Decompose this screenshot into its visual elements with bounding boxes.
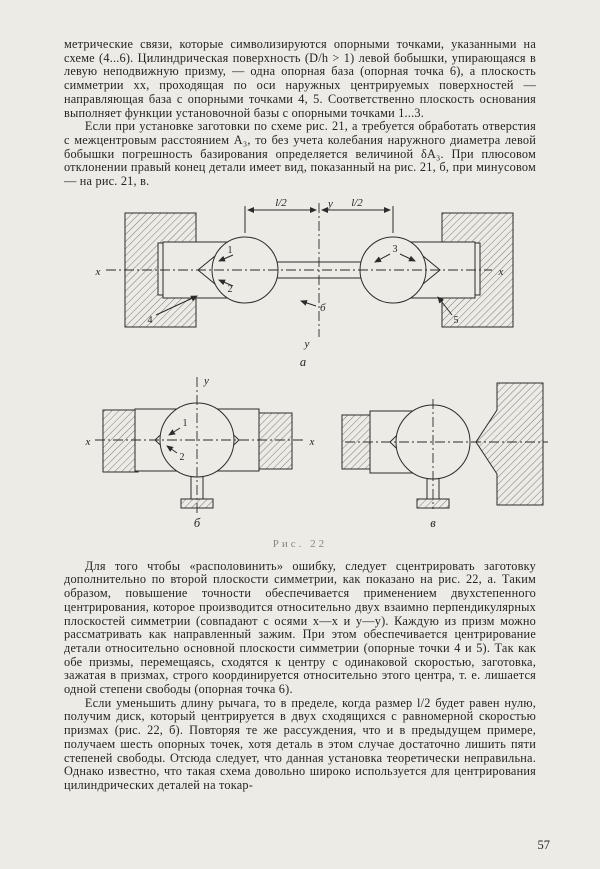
dim-label-left: l/2	[275, 196, 287, 209]
axis-label-x-left-b: x	[85, 435, 91, 448]
subfigure-label-a: а	[299, 354, 307, 369]
view-label-b: б	[320, 301, 326, 314]
left-block-b	[103, 410, 138, 472]
figure-22	[0, 197, 600, 550]
top-text-block	[64, 38, 536, 189]
point-label-2-b: 2	[179, 451, 185, 463]
figure-caption: Рис. 22	[272, 537, 328, 550]
paragraph-3: Для того чтобы «располовинить» ошибку, следует сцентрировать заготовку дополнительно по второй плоскости симметрии, как показано на рис. 22, а. Таким образом, повышение точности обеспечивается применением двухстепенного центрирования, которое производится относительно двух взаимно перпендикулярных плоскостей симметрии (совпадают с осями x—x и y—y). Каждую из призм можно рассматривать как направленный зажим. При этом обеспечивается центрирование детали относительно основной плоскости симметрии (опорные точки 4 и 5). Так как обе призмы, перемещаясь, сходятся к центру с одинаковой скоростью, заготовка, зажатая в призмах, строго координируется относительно этого центра, т. е. лишается одной степени свободы (опорная точка 6).	[64, 558, 536, 697]
subfigure-label-v: в	[430, 515, 436, 530]
dim-label-right: l/2	[351, 196, 363, 209]
axis-label-y-b: у	[204, 374, 209, 387]
point-label-2: 2	[227, 283, 233, 295]
subfigure-label-b: б	[193, 515, 201, 530]
figure-drawing	[0, 197, 600, 535]
diagram-b	[85, 375, 315, 530]
right-block-b	[259, 413, 292, 469]
diagram-v	[342, 383, 548, 530]
labels-v	[430, 516, 436, 530]
paragraph-2: Если при установке заготовки по схеме рис. 21, а требуется обработать отверстия с межцентровым расстоянием A₃, то без учета колебания наружного диаметра левой бобышки погрешность базирования определяется величиной δA₃. При плюсовом отклонении правый конец детали имеет вид, показанный на рис. 21, б, при минусовом — на рис. 21, в.	[64, 119, 536, 189]
point-label-4: 4	[147, 314, 153, 326]
point-label-1-b: 1	[182, 417, 188, 429]
axis-label-x-right: x	[498, 265, 504, 278]
axis-label-x-left: x	[95, 265, 101, 278]
axis-label-x-right-b: x	[309, 435, 315, 448]
page-number: 57	[537, 838, 550, 852]
point-label-5: 5	[453, 314, 459, 326]
point-label-1: 1	[227, 244, 233, 256]
axis-label-y-bottom: у	[304, 337, 310, 350]
view-b-arrow	[301, 301, 316, 306]
diagram-a	[95, 197, 513, 369]
axis-label-y-top: у	[328, 197, 333, 210]
paragraph-1: метрические связи, которые символизируются опорными точками, указанными на схеме (4...6). Цилиндрическая поверхность (D/h > 1) левой бобышки, упирающаяся в левую неподвижную призму, — одна опорная база (опорная точка 6), а плоскость симметрии xx, проходящая по оси наружных центрируемых поверхностей — направляющая база с опорными точками 4, 5. Соответственно плоскость основания выполняет функции установочной базы с опорными точками 1...3.	[64, 37, 536, 120]
bottom-text-block	[64, 560, 536, 793]
paragraph-4: Если уменьшить длину рычага, то в пределе, когда размер l/2 будет равен нулю, получим диск, который центрируется в двух сходящихся с равномерной скоростью призмах (рис. 22, б). Повторяя те же рассуждения, что и в предыдущем примере, получаем шесть опорных точек, хотя деталь в этом случае достаточно лишить пяти степеней свободы. Отсюда следует, что данная установка теоретически неправильна. Однако известно, что такая схема довольно широко используется для центрирования цилиндрических деталей на токар-	[64, 695, 536, 792]
right-vblock-v	[476, 383, 543, 505]
point-label-3: 3	[392, 243, 398, 255]
